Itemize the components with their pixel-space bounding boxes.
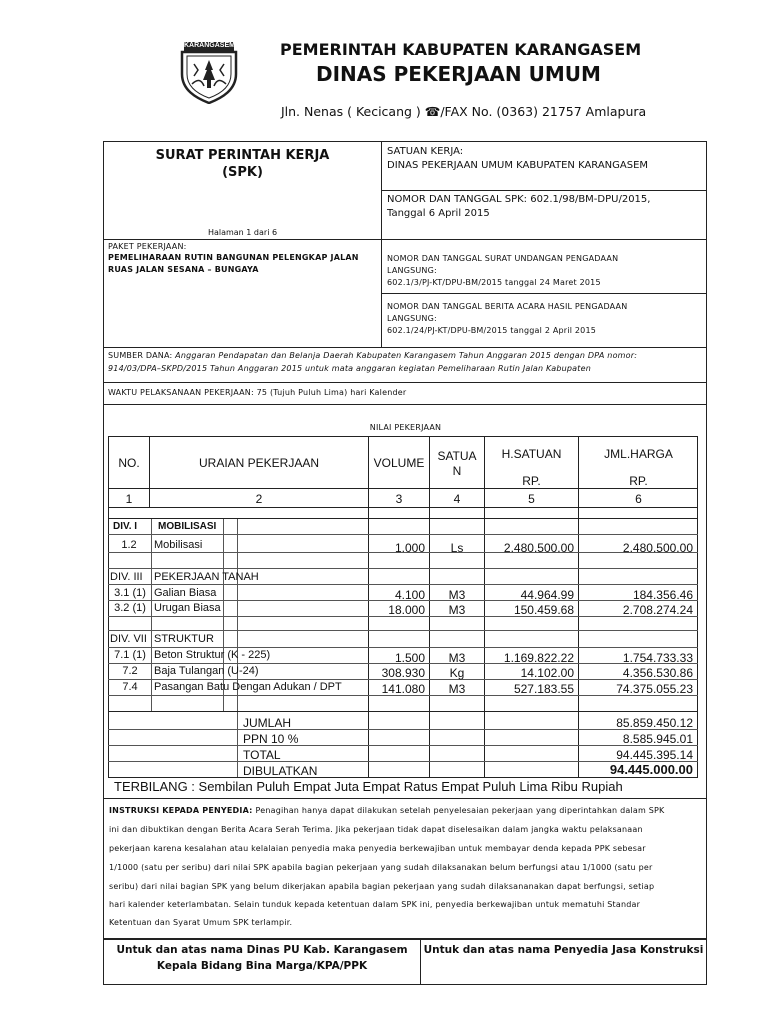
col-number: 2 (255, 492, 263, 506)
row-no: 7.2 (122, 665, 138, 677)
header-line1: PEMERINTAH KABUPATEN KARANGASEM (280, 40, 642, 59)
row-satuan: Kg (449, 666, 465, 680)
row-satuan: M3 (448, 682, 466, 696)
row-harga: 150.459.68 (513, 603, 574, 617)
row-satuan: M3 (448, 651, 466, 665)
tanggal-spk: Tanggal 6 April 2015 (387, 208, 490, 219)
row-volume: 1.500 (394, 651, 425, 665)
row-no: 1.2 (121, 539, 137, 551)
row-desc: Pasangan Batu Dengan Adukan / DPT (154, 681, 342, 693)
row-no: 7.4 (122, 681, 138, 693)
instruksi-line: Ketentuan dan Syarat Umum SPK terlampir. (109, 918, 293, 927)
total-value-jumlah: 85.859.450.12 (616, 716, 693, 730)
total-value-total: 94.445.395.14 (616, 748, 693, 762)
row-jumlah: 2.708.274.24 (622, 603, 693, 617)
halaman: Halaman 1 dari 6 (207, 228, 278, 237)
row-jumlah: 74.375.055.23 (616, 682, 693, 696)
header-line2: DINAS PEKERJAAN UMUM (316, 62, 601, 86)
total-label-dibulatkan: DIBULATKAN (243, 764, 318, 778)
total-label-jumlah: JUMLAH (243, 716, 292, 730)
total-value-dibulatkan: 94.445.000.00 (609, 762, 693, 777)
row-satuan: Ls (450, 541, 464, 555)
instruksi-text: Penagihan hanya dapat dilakukan setelah penyelesaian pekerjaan yang diperintahkan dalam SPK (255, 806, 665, 815)
total-label-ppn: PPN 10 % (243, 732, 299, 746)
paket-label: PAKET PEKERJAAN: (108, 242, 187, 251)
signature-left-line2: Kepala Bidang Bina Marga/KPA/PPK (156, 960, 368, 972)
col-header-no: NO. (118, 456, 140, 470)
sumber-line2: 914/03/DPA–SKPD/2015 Tahun Anggaran 2015 untuk mata anggaran kegiatan Pemeliharaan Rutin Jalan Kabupaten (108, 364, 591, 373)
row-jumlah: 2.480.500.00 (622, 541, 693, 555)
instruksi-label: INSTRUKSI KEPADA PENYEDIA: (109, 806, 256, 815)
row-no: 7.1 (1) (114, 649, 146, 661)
row-jumlah: 1.754.733.33 (622, 651, 693, 665)
berita-line3: 602.1/24/PJ-KT/DPU-BM/2015 tanggal 2 April 2015 (387, 326, 597, 335)
nomor-spk: NOMOR DAN TANGGAL SPK: 602.1/98/BM-DPU/2015, (387, 194, 651, 205)
row-volume: 18.000 (388, 603, 425, 617)
row-desc: Baja Tulangan (U-24) (154, 665, 259, 677)
row-harga: 527.183.55 (513, 682, 574, 696)
row-no: 3.2 (1) (114, 602, 146, 614)
sumber-line1: Anggaran Pendapatan dan Belanja Daerah Kabupaten Karangasem Tahun Anggaran 2015 dengan DPA nomor: (175, 351, 638, 360)
row-jumlah: 4.356.530.86 (622, 666, 693, 680)
instruksi-line: hari kalender keterlambatan. Selain tunduk kepada ketentuan dalam SPK ini, penyedia berkewajiban untuk mematuhi Standar (109, 900, 641, 909)
sumber-dana (108, 351, 704, 360)
karangasem-logo (178, 40, 240, 104)
col-header-jml: JML.HARGA (604, 447, 673, 461)
berita-line2: LANGSUNG: (387, 314, 437, 323)
col-header-volume: VOLUME (373, 456, 425, 470)
col-header-hsatuan-rp: RP. (522, 474, 541, 488)
paket-line2: RUAS JALAN SESANA – BUNGAYA (108, 265, 259, 274)
undangan-line3: 602.1/3/PJ-KT/DPU-BM/2015 tanggal 24 Maret 2015 (387, 278, 601, 287)
instruksi-line (109, 806, 664, 815)
phone-icon: ☎ (424, 104, 441, 119)
paket-line1: PEMELIHARAAN RUTIN BANGUNAN PELENGKAP JALAN (108, 253, 359, 262)
col-number: 1 (125, 492, 133, 506)
total-value-ppn: 8.585.945.01 (622, 732, 693, 746)
col-header-hsatuan: H.SATUAN (501, 447, 562, 461)
signature-left-line1: Untuk dan atas nama Dinas PU Kab. Karangasem (116, 944, 408, 956)
instruksi-line: 1/1000 (satu per seribu) dari nilai SPK apabila bagian pekerjaan yang sudah dilaksanakan belum berfungsi atau 1/1000 (satu per (109, 863, 653, 872)
row-volume: 1.000 (394, 541, 425, 555)
row-harga: 2.480.500.00 (503, 541, 574, 555)
row-harga: 14.102.00 (520, 666, 574, 680)
address-part2: /FAX No. (0363) 21757 Amlapura (440, 104, 647, 119)
div-name: PEKERJAAN TANAH (154, 571, 259, 583)
row-volume: 308.930 (381, 666, 425, 680)
waktu-pelaksanaan: WAKTU PELAKSANAAN PEKERJAAN: 75 (Tujuh Puluh Lima) hari Kalender (108, 388, 407, 397)
row-desc: Beton Struktur (K - 225) (154, 649, 271, 661)
row-desc: Urugan Biasa (154, 602, 221, 614)
total-label-total: TOTAL (243, 748, 281, 762)
row-volume: 141.080 (381, 682, 425, 696)
row-desc: Mobilisasi (154, 539, 203, 551)
row-jumlah: 184.356.46 (632, 588, 693, 602)
div-no: DIV. VII (110, 633, 147, 645)
col-header-satuan-1: SATUA (437, 449, 477, 463)
logo-text: KARANGASEM (184, 42, 235, 49)
instruksi-line: ini dan dibuktikan dengan Berita Acara Serah Terima. Jika pekerjaan tidak dapat diselesaikan dalam jangka waktu pelaksanaan (109, 825, 643, 834)
address-part1: Jln. Nenas ( Kecicang ) (280, 104, 425, 119)
spk-title: SURAT PERINTAH KERJA (155, 148, 330, 163)
instruksi-line: pekerjaan karena kesalahan atau kelalaian penyedia maka penyedia berkewajiban untuk membayar denda kepada PPK sebesar (109, 844, 646, 853)
nilai-pekerjaan-label: NILAI PEKERJAAN (369, 423, 442, 432)
col-number: 3 (395, 492, 403, 506)
berita-line1: NOMOR DAN TANGGAL BERITA ACARA HASIL PENGADAAN (387, 302, 628, 311)
col-number: 5 (528, 492, 535, 506)
sumber-label: SUMBER DANA: (108, 351, 176, 360)
div-no: DIV. I (113, 521, 138, 532)
col-header-uraian: URAIAN PEKERJAAN (198, 456, 320, 470)
undangan-line2: LANGSUNG: (387, 266, 437, 275)
row-harga: 44.964.99 (520, 588, 574, 602)
signature-right-line1: Untuk dan atas nama Penyedia Jasa Konstruksi (423, 944, 704, 956)
row-harga: 1.169.822.22 (503, 651, 574, 665)
row-no: 3.1 (1) (114, 587, 146, 599)
satuan-kerja-label: SATUAN KERJA: (387, 146, 464, 157)
terbilang: TERBILANG : Sembilan Puluh Empat Juta Empat Ratus Empat Puluh Lima Ribu Rupiah (114, 779, 623, 794)
spk-subtitle: (SPK) (222, 165, 263, 180)
row-satuan: M3 (448, 603, 466, 617)
row-desc: Galian Biasa (154, 587, 217, 599)
col-header-satuan-2: N (452, 464, 462, 478)
div-no: DIV. III (110, 571, 143, 583)
satuan-kerja-value: DINAS PEKERJAAN UMUM KABUPATEN KARANGASEM (387, 160, 649, 171)
row-satuan: M3 (448, 588, 466, 602)
undangan-line1: NOMOR DAN TANGGAL SURAT UNDANGAN PENGADAAN (387, 254, 619, 263)
col-header-jml-rp: RP. (629, 474, 648, 488)
instruksi-line: seribu) dari nilai bagian SPK yang belum dikerjakan apabila bagian pekerjaan yang sudah dilaksananakan dapat berfungsi, setiap (109, 882, 655, 891)
header-address (273, 89, 646, 119)
div-name: STRUKTUR (154, 633, 214, 645)
col-number: 4 (453, 492, 461, 506)
col-number: 6 (635, 492, 642, 506)
row-volume: 4.100 (394, 588, 425, 602)
div-name: MOBILISASI (158, 521, 217, 532)
